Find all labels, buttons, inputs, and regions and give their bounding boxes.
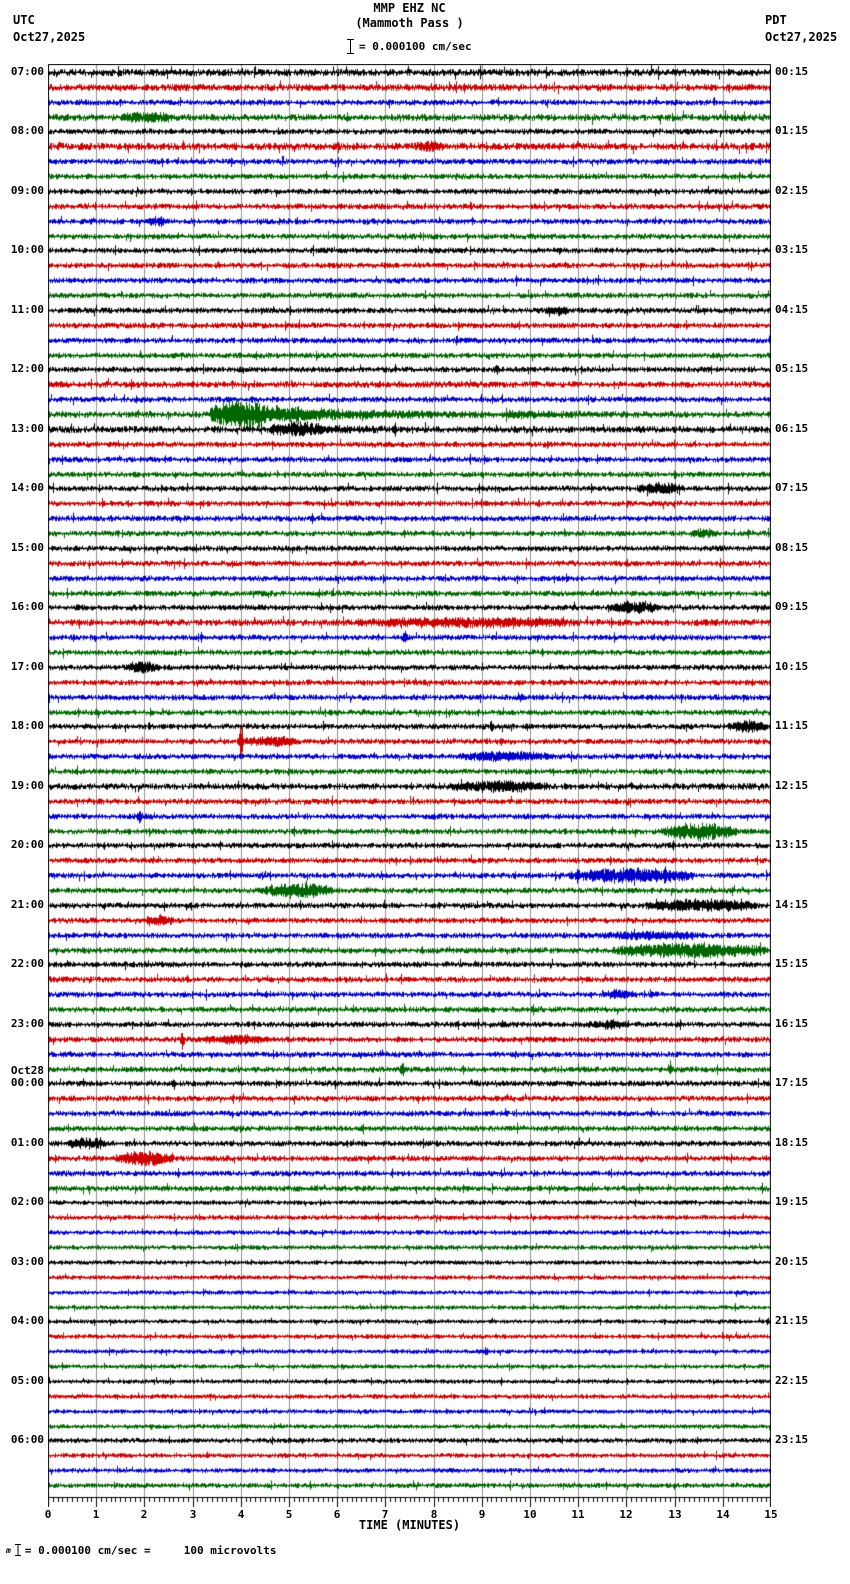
left-utc-time-label: 06:00 [10, 1433, 44, 1447]
right-pdt-time-label: 21:15 [775, 1314, 809, 1328]
right-pdt-time-label: 22:15 [775, 1373, 809, 1387]
footer-scale-bar-icon [14, 1543, 22, 1557]
left-utc-time-label: 17:00 [10, 659, 44, 673]
right-pdt-time-label: 14:15 [775, 897, 809, 911]
right-timezone-label: PDT [765, 13, 787, 27]
left-utc-time-label: 16:00 [10, 600, 44, 614]
left-utc-time-label: 08:00 [10, 124, 44, 138]
footer-note-text: = 0.000100 cm/sec = 100 microvolts [24, 1543, 277, 1557]
station-subtitle: (Mammoth Pass ) [355, 16, 464, 30]
right-pdt-time-label: 10:15 [775, 659, 809, 673]
footer-prefix: m [6, 1545, 11, 1555]
x-tick-label: 0 [44, 1508, 52, 1521]
right-pdt-time-label: 20:15 [775, 1254, 809, 1268]
left-date-label: Oct27,2025 [13, 30, 86, 44]
left-utc-time-label: 21:00 [10, 897, 44, 911]
left-utc-time-label: 14:00 [10, 481, 44, 495]
x-tick-label: 3 [189, 1508, 197, 1521]
right-pdt-time-label: 02:15 [775, 183, 809, 197]
left-utc-time-label: 13:00 [10, 421, 44, 435]
right-pdt-time-label: 00:15 [775, 65, 809, 78]
x-tick-label: 7 [381, 1508, 389, 1521]
x-tick-label: 4 [237, 1508, 245, 1521]
x-tick-label: 9 [478, 1508, 486, 1521]
right-pdt-time-label: 12:15 [775, 778, 809, 792]
right-date-label: Oct27,2025 [765, 30, 838, 44]
right-pdt-time-label: 15:15 [775, 957, 809, 971]
x-tick-label: 6 [333, 1508, 341, 1521]
x-tick-label: 15 [764, 1508, 778, 1521]
left-utc-time-label: 07:00 [10, 65, 44, 78]
left-utc-time-label: 15:00 [10, 540, 44, 554]
right-pdt-time-label: 04:15 [775, 302, 809, 316]
x-tick-label: 5 [285, 1508, 293, 1521]
right-pdt-time-label: 07:15 [775, 481, 809, 495]
page-title: MMP EHZ NC [373, 1, 446, 15]
left-utc-time-label: 00:00 [10, 1076, 44, 1090]
left-utc-time-label: 12:00 [10, 362, 44, 376]
amplitude-scale [346, 38, 472, 55]
left-utc-time-label: 02:00 [10, 1195, 44, 1209]
right-pdt-time-label: 11:15 [775, 719, 809, 733]
left-utc-time-label: 20:00 [10, 838, 44, 852]
left-utc-time-label: 10:00 [10, 243, 44, 257]
right-pdt-time-label: 09:15 [775, 600, 809, 614]
scale-label: = 0.000100 cm/sec [359, 39, 472, 53]
scale-bar-icon [346, 38, 355, 55]
x-tick-label: 11 [571, 1508, 585, 1521]
right-pdt-time-label: 06:15 [775, 421, 809, 435]
right-pdt-time-label: 19:15 [775, 1195, 809, 1209]
right-pdt-time-label: 16:15 [775, 1016, 809, 1030]
right-pdt-time-label: 01:15 [775, 124, 809, 138]
left-utc-time-label: 09:00 [10, 183, 44, 197]
x-axis-title: TIME (MINUTES) [358, 1518, 461, 1532]
x-tick-label: 2 [140, 1508, 148, 1521]
right-pdt-time-label: 05:15 [775, 362, 809, 376]
helicorder-plot [48, 64, 771, 1510]
x-tick-label: 1 [92, 1508, 100, 1521]
x-tick-label: 8 [430, 1508, 438, 1521]
left-utc-time-label: 18:00 [10, 719, 44, 733]
right-pdt-time-label: 13:15 [775, 838, 809, 852]
right-pdt-time-label: 08:15 [775, 540, 809, 554]
right-pdt-time-label: 03:15 [775, 243, 809, 257]
left-utc-time-label: 23:00 [10, 1016, 44, 1030]
right-pdt-time-label: 17:15 [775, 1076, 809, 1090]
left-date-rollover-label: Oct28 [10, 1063, 44, 1077]
x-tick-label: 13 [668, 1508, 682, 1521]
right-pdt-time-label: 18:15 [775, 1135, 809, 1149]
left-utc-time-label: 22:00 [10, 957, 44, 971]
x-tick-label: 12 [619, 1508, 633, 1521]
left-utc-time-label: 05:00 [10, 1373, 44, 1387]
x-tick-label: 10 [523, 1508, 537, 1521]
x-tick-label: 14 [716, 1508, 730, 1521]
left-utc-time-label: 03:00 [10, 1254, 44, 1268]
right-pdt-time-label: 23:15 [775, 1433, 809, 1447]
footer-scale-note [6, 1543, 277, 1557]
left-utc-time-label: 04:00 [10, 1314, 44, 1328]
left-utc-time-label: 01:00 [10, 1135, 44, 1149]
left-timezone-label: UTC [13, 13, 35, 27]
left-utc-time-label: 11:00 [10, 302, 44, 316]
left-utc-time-label: 19:00 [10, 778, 44, 792]
